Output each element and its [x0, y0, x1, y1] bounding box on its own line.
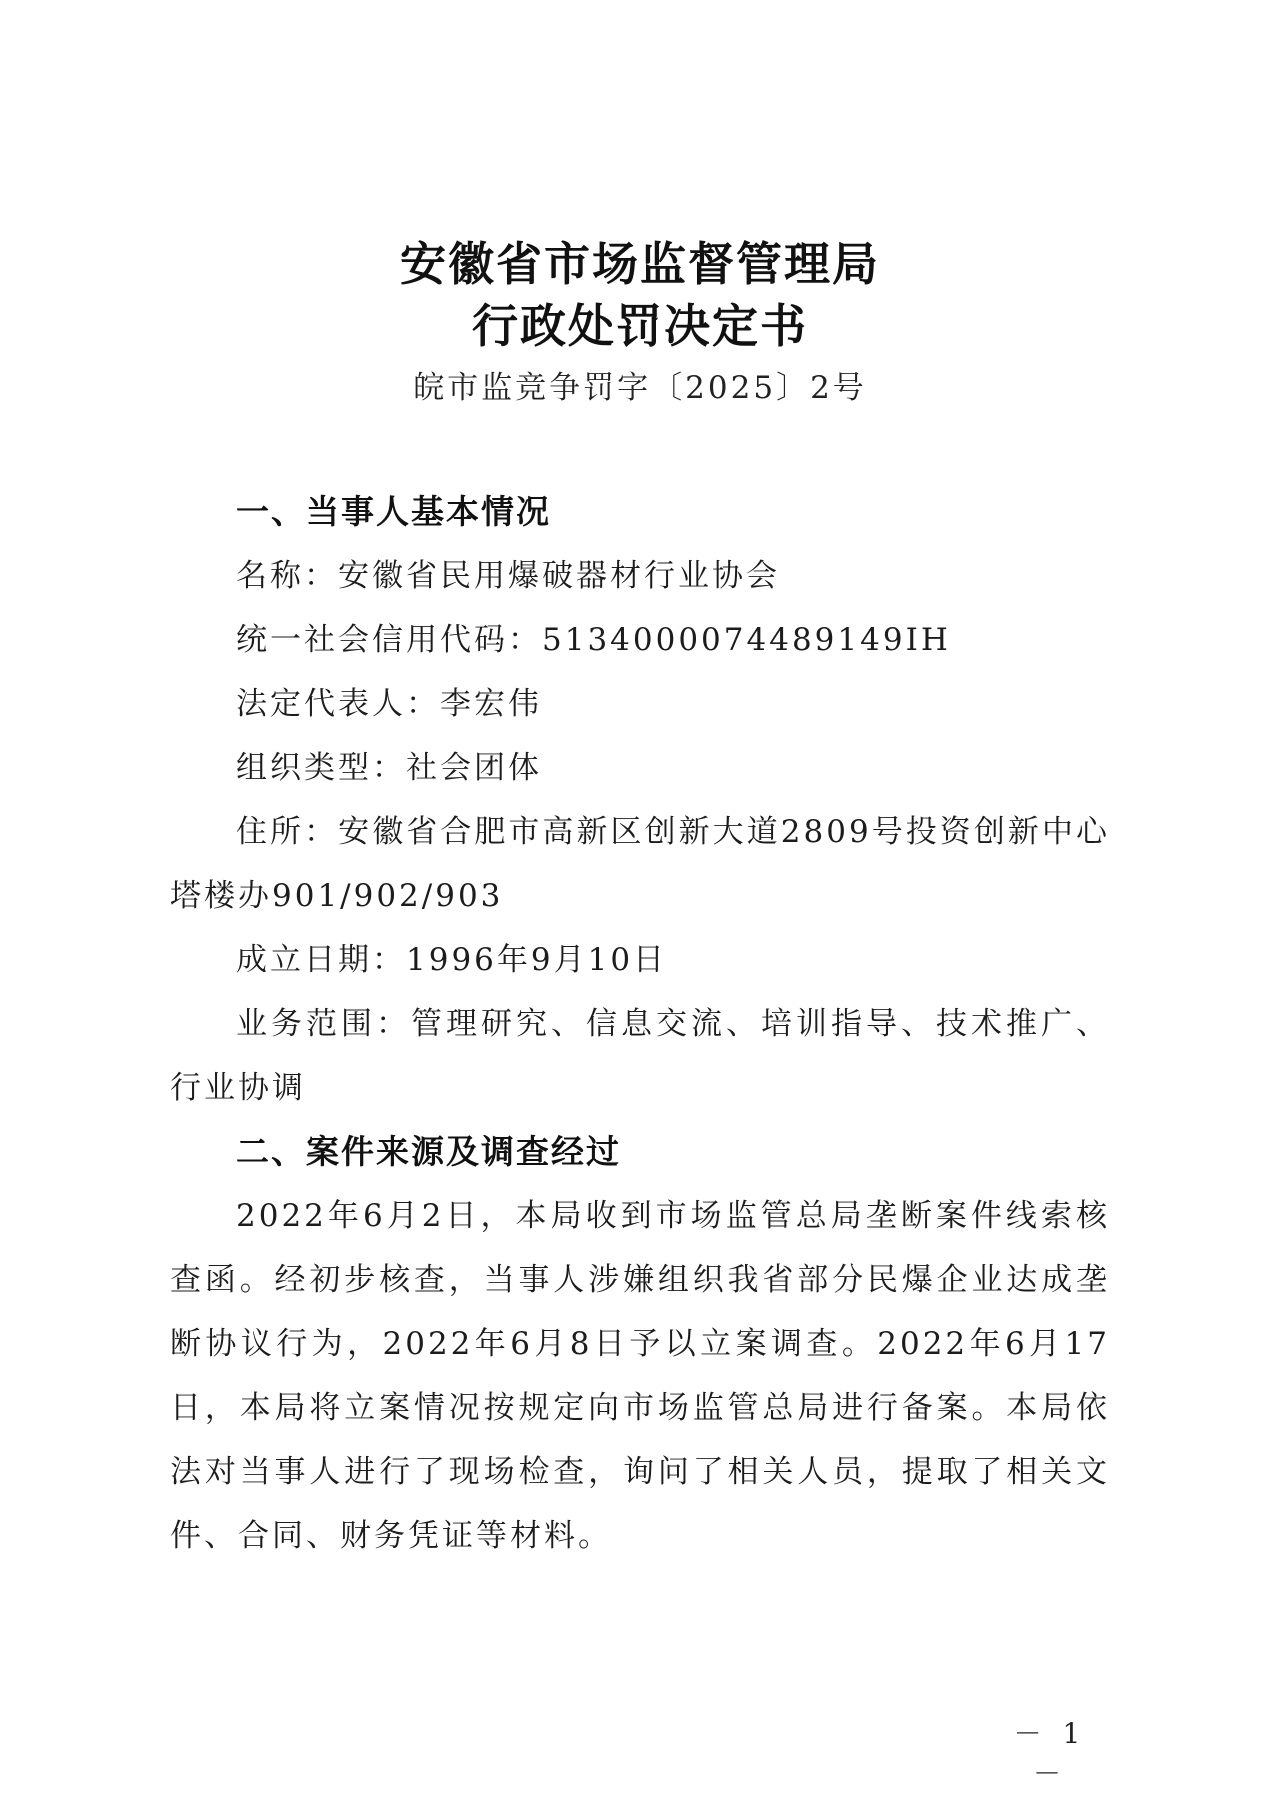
party-name: 名称：安徽省民用爆破器材行业协会 [236, 558, 780, 594]
section2-heading: 二、案件来源及调查经过 [236, 1132, 621, 1171]
document-number: 皖市监竞争罚字〔2025〕2号 [413, 370, 867, 406]
address: 住所：安徽省合肥市高新区创新大道2809号投资创新中心塔楼办901/902/903 [170, 814, 1110, 914]
organization-type: 组织类型：社会团体 [236, 750, 542, 786]
section1-heading: 一、当事人基本情况 [236, 492, 551, 531]
business-scope: 业务范围：管理研究、信息交流、培训指导、技术推广、行业协调 [170, 1006, 1110, 1106]
document-title-line1: 安徽省市场监督管理局 [400, 237, 880, 291]
credit-code: 统一社会信用代码：5134000074489149IH [236, 622, 951, 658]
document-title-line2: 行政处罚决定书 [472, 299, 808, 353]
legal-representative: 法定代表人：李宏伟 [236, 686, 542, 722]
case-source-paragraph: 2022年6月2日，本局收到市场监管总局垄断案件线索核查函。经初步核查，当事人涉嫌组织我省部分民爆企业达成垄断协议行为，2022年6月8日予以立案调查。2022年6月17日，本局将立案情况按规定向市场监管总局进行备案。本局依法对当事人进行了现场检查，询问了相关人员，提取了相关文件、合同、财务凭证等材料。 [170, 1198, 1110, 1554]
page-number: － 1 － [1013, 1717, 1087, 1790]
document-body [170, 480, 1110, 1568]
founding-date: 成立日期：1996年9月10日 [236, 942, 668, 978]
